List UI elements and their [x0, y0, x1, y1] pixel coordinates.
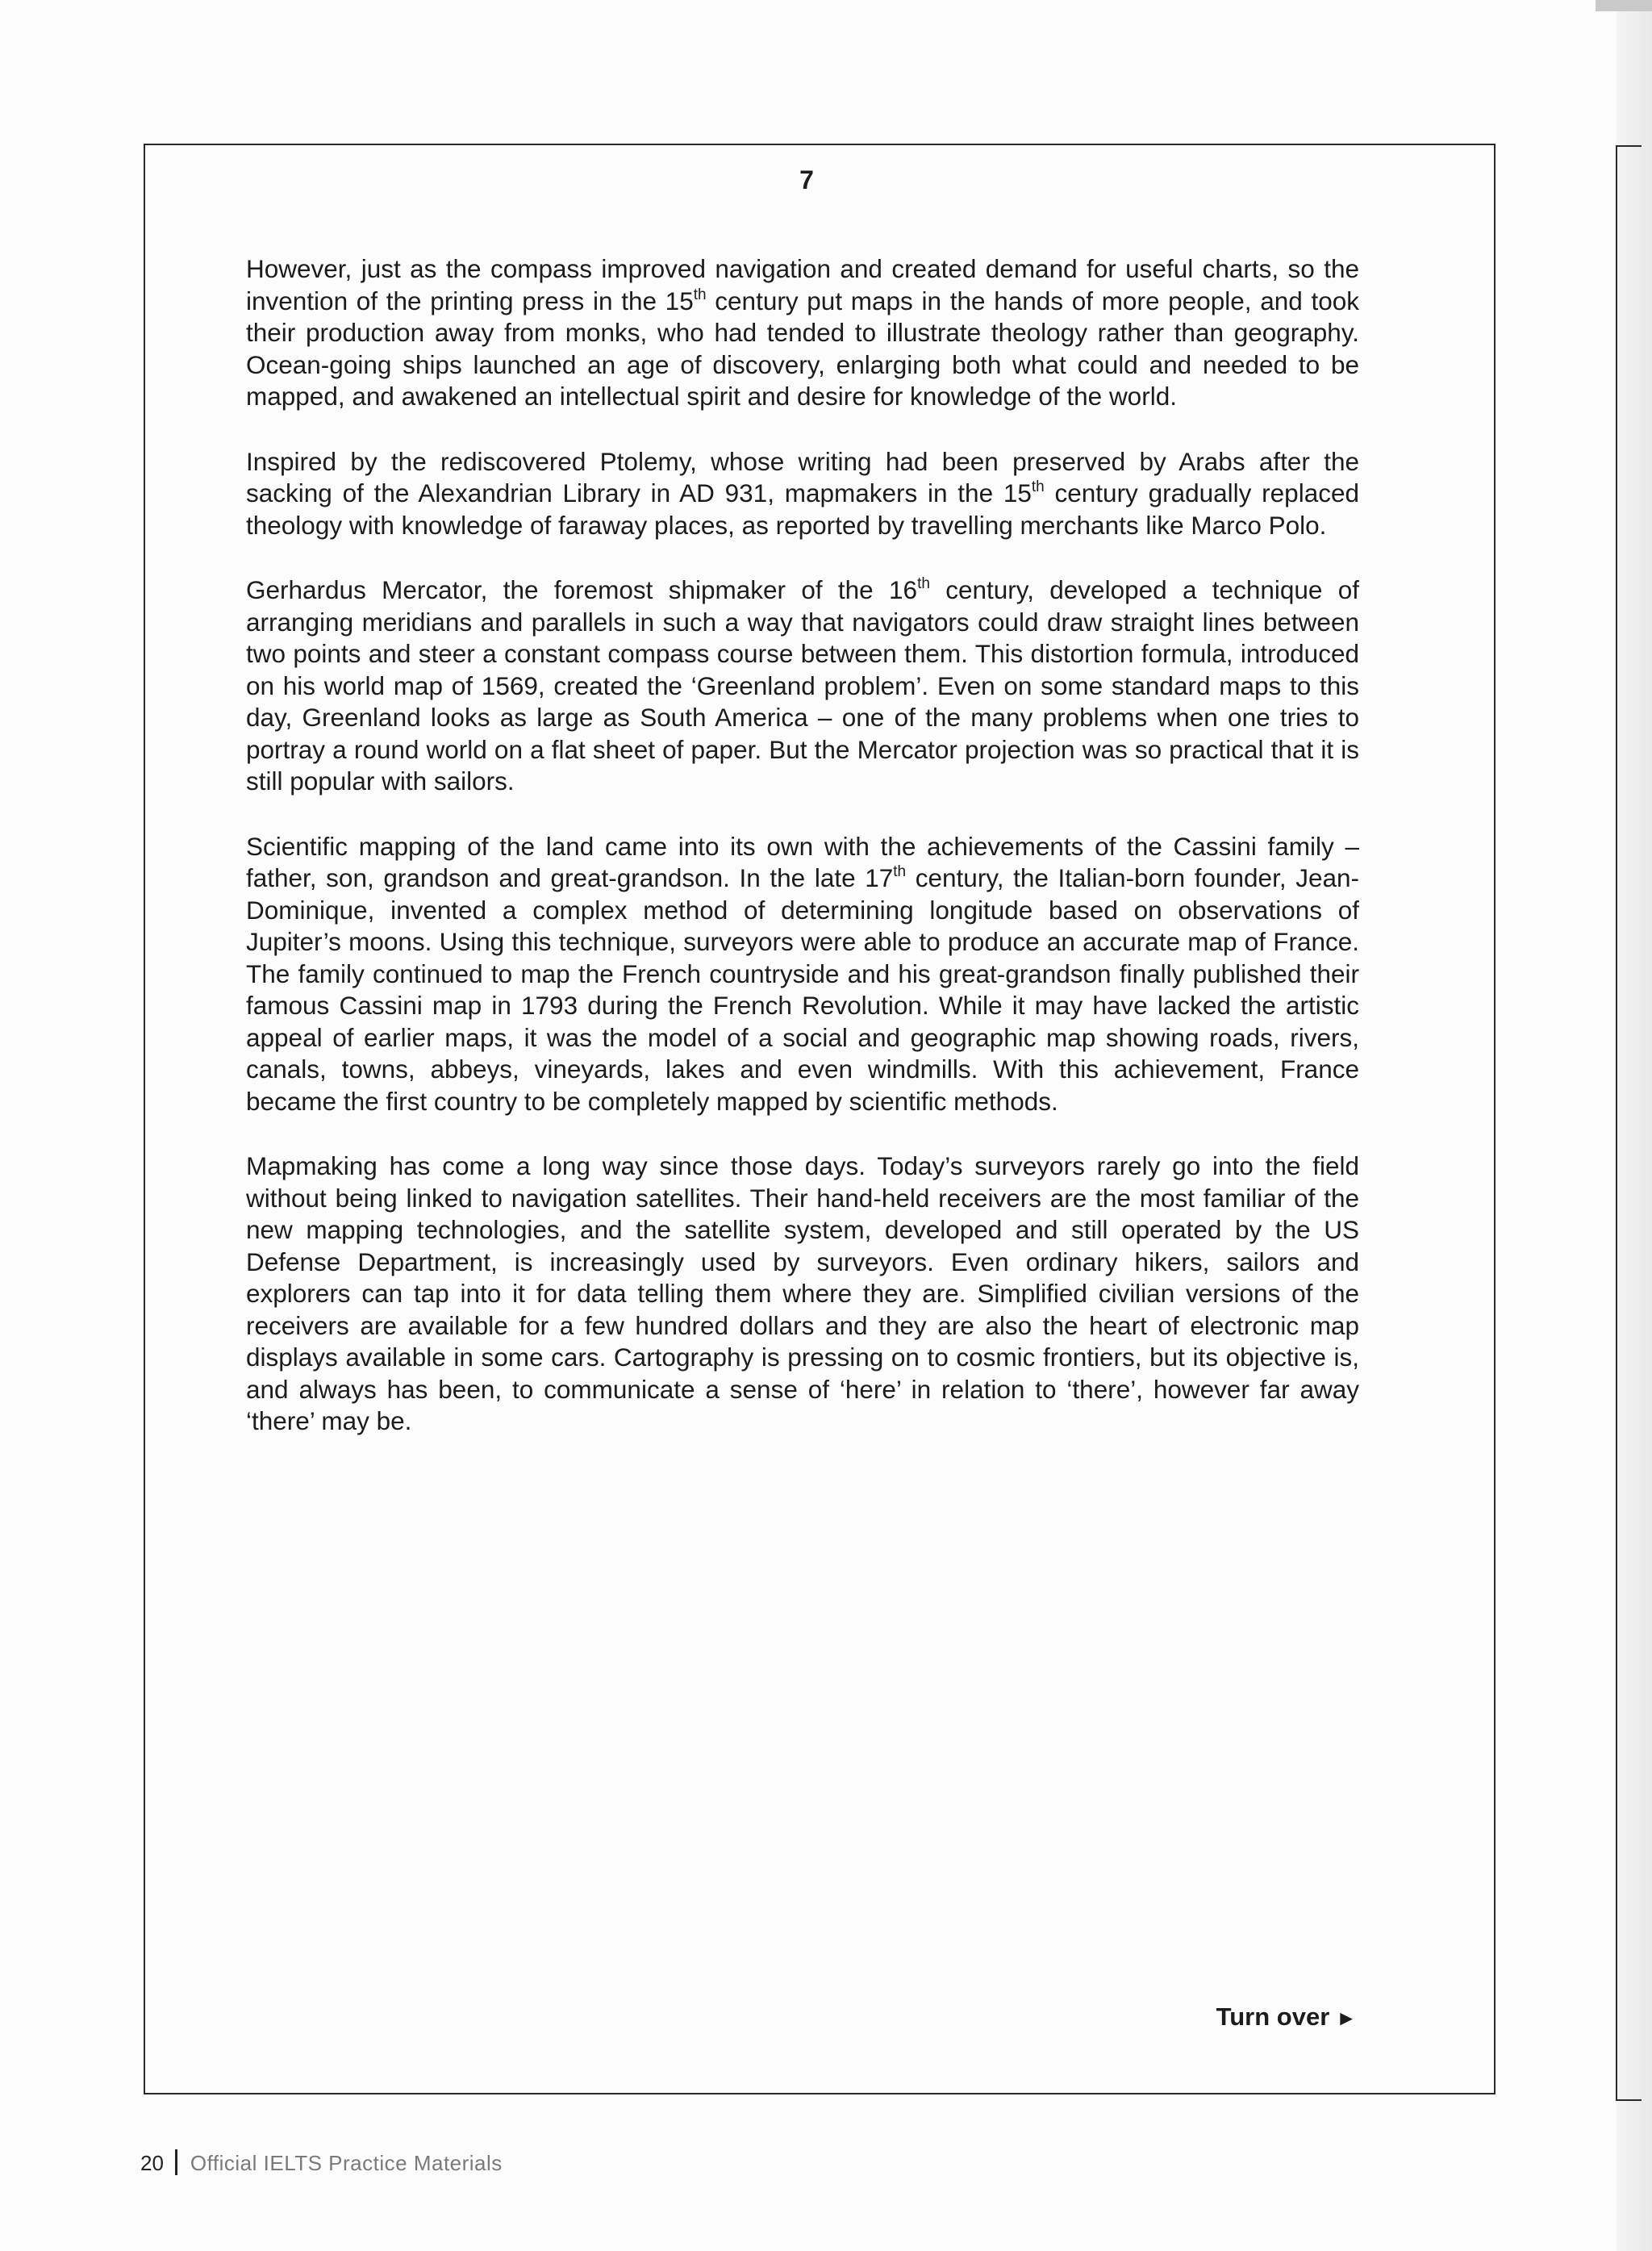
- paragraph: [246, 446, 1359, 542]
- next-page-frame-edge: [1616, 145, 1642, 2101]
- paragraph-text: century, developed a technique of arranging meridians and parallels in such a way that navigators could draw straight lines between two points and steer a constant compass course between them. This distortion formula, introduced on his world map of 1569, created the ‘Greenland problem’. Even on some standard maps to this day, Greenland looks as large as South America – one of the many problems when one tries to portray a round world on a flat sheet of paper. But the Mercator projection was so practical that it is still popular with sailors.: [246, 575, 1359, 796]
- paragraph-text: Inspired by the rediscovered Ptolemy, whose writing had been preserved by Arabs after the sacking of the Alexandrian Library in AD 931, mapmakers in the 15: [246, 446, 1359, 507]
- paragraph-text: Mapmaking has come a long way since those days. Today’s surveyors rarely go into the field without being linked to navigation satellites. Their hand-held receivers are the most familiar of the new mapping technologies, and the satellite system, developed and still operated by the US Defense Department, is increasingly used by surveyors. Even ordinary hikers, sailors and explorers can tap into it for data telling them where they are. Simplified civilian versions of the receivers are available for a few hundred dollars and they are also the heart of electronic map displays available in some cars. Cartography is pressing on to cosmic frontiers, but its objective is, and always has been, to communicate a sense of ‘here’ in relation to ‘there’, however far away ‘there’ may be.: [246, 1151, 1359, 1435]
- paragraph: [246, 574, 1359, 798]
- turn-over-text: Turn over: [1216, 2003, 1330, 2031]
- page-footer: [140, 2149, 503, 2176]
- paragraph: [246, 831, 1359, 1118]
- footer-divider: [175, 2149, 177, 2175]
- ordinal-suffix: th: [693, 286, 707, 303]
- paragraph: [246, 253, 1359, 413]
- turn-over-label: [1145, 2003, 1357, 2032]
- paragraph-text: century gradually replaced theology with knowledge of faraway places, as reported by travelling merchants like Marco Polo.: [246, 478, 1359, 540]
- paragraph-text: Scientific mapping of the land came into its own with the achievements of the Cassini family – father, son, grandson and great-grandson. In the late 17: [246, 831, 1359, 892]
- ordinal-suffix: th: [917, 575, 930, 592]
- reading-passage: [246, 253, 1359, 1471]
- paragraph-text: century, the Italian-born founder, Jean-Dominique, invented a complex method of determining longitude based on observations of Jupiter’s moons. Using this technique, surveyors were able to produce an accurate map of France. The family continued to map the French countryside and his great-grandson finally published their famous Cassini map in 1793 during the French Revolution. While it may have lacked the artistic appeal of earlier maps, it was the model of a social and geographic map showing roads, rivers, canals, towns, abbeys, vineyards, lakes and even windmills. With this achievement, France became the first country to be completely mapped by scientific methods.: [246, 863, 1359, 1116]
- paragraph: [246, 1151, 1359, 1438]
- ordinal-suffix: th: [1031, 478, 1045, 495]
- right-triangle-icon: ►: [1336, 2006, 1357, 2030]
- footer-page-number: 20: [140, 2151, 164, 2175]
- paragraph-text: However, just as the compass improved navigation and created demand for useful charts, so the invention of the printing press in the 15: [246, 254, 1359, 315]
- paragraph-text: Gerhardus Mercator, the foremost shipmaker of the 16: [246, 575, 918, 604]
- ordinal-suffix: th: [893, 863, 907, 880]
- page-number: 7: [799, 165, 814, 194]
- paragraph-text: century put maps in the hands of more people, and took their production away from monks, who had tended to illustrate theology rather than geography. Ocean-going ships launched an age of discovery, enlarging both what could and needed to be mapped, and awakened an intellectual spirit and desire for knowledge of the world.: [246, 286, 1359, 411]
- scan-edge-mark: [1596, 0, 1652, 11]
- footer-title: Official IELTS Practice Materials: [190, 2151, 503, 2175]
